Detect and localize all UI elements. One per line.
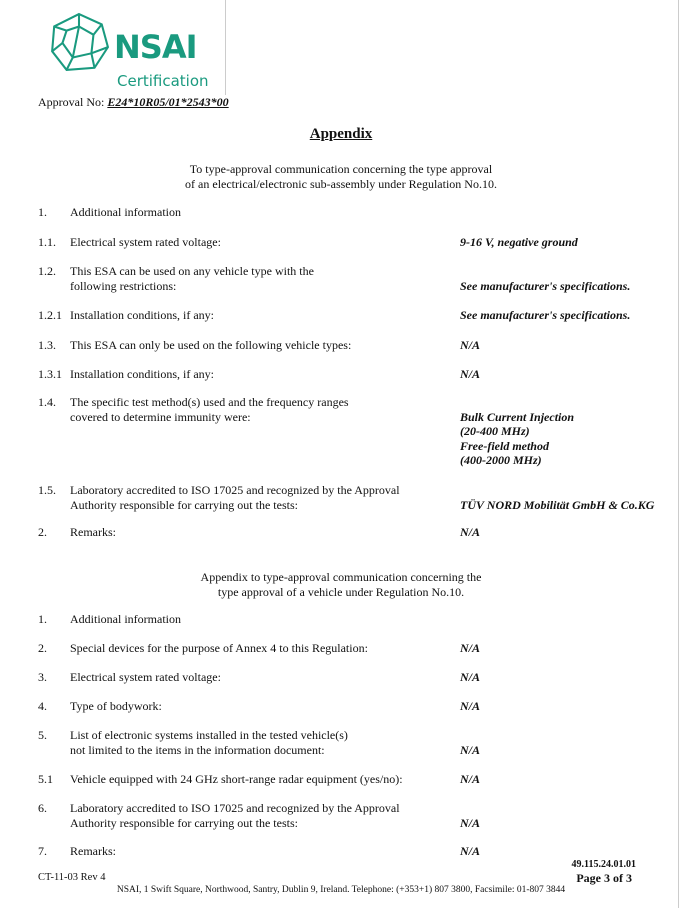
page-title: Appendix <box>309 126 373 142</box>
item-value: N/A <box>460 338 481 352</box>
item-label: Laboratory accredited to ISO 17025 and recognized by the Approval <box>70 801 400 815</box>
item-label: Additional information <box>70 205 181 219</box>
item-number: 7. <box>38 844 47 858</box>
approval-number: Approval No: E24*10R05/01*2543*00 <box>38 95 229 109</box>
item-number: 5. <box>38 728 47 742</box>
item-label: Remarks: <box>70 525 116 539</box>
item-number: 1.2.1 <box>38 308 62 322</box>
item-value: N/A <box>460 699 481 713</box>
item-label: Additional information <box>70 612 181 626</box>
item-number: 1. <box>38 205 47 219</box>
item-number: 1. <box>38 612 47 626</box>
item-value: N/A <box>460 367 481 381</box>
item-number: 1.3. <box>38 338 56 352</box>
item-label: Remarks: <box>70 844 116 858</box>
item-value: Free-field method <box>460 438 549 453</box>
item-number: 3. <box>38 670 47 684</box>
document-code: 49.115.24.01.01 <box>571 859 636 870</box>
item-label: Laboratory accredited to ISO 17025 and recognized by the Approval <box>70 483 400 497</box>
item-number: 1.1. <box>38 235 56 249</box>
item-number: 1.5. <box>38 483 56 497</box>
nsai-logo: NSAI Certification <box>48 12 208 92</box>
item-number: 1.2. <box>38 264 56 278</box>
item-value: See manufacturer's specifications. <box>460 308 631 322</box>
intro-line: To type-approval communication concerning the type approval <box>189 162 493 176</box>
item-value: N/A <box>460 742 481 757</box>
item-label: Authority responsible for carrying out the tests: <box>70 497 298 512</box>
item-number: 2. <box>38 525 47 539</box>
item-value: N/A <box>460 641 481 655</box>
item-value: (20-400 MHz) <box>460 424 530 439</box>
item-label: not limited to the items in the information document: <box>70 742 325 757</box>
item-label: Vehicle equipped with 24 GHz short-range radar equipment (yes/no): <box>70 772 403 786</box>
form-number: CT-11-03 Rev 4 <box>38 872 106 883</box>
item-label: Type of bodywork: <box>70 699 162 713</box>
item-number: 4. <box>38 699 47 713</box>
item-value: N/A <box>460 844 481 858</box>
item-label: following restrictions: <box>70 278 177 293</box>
item-label: The specific test method(s) used and the frequency ranges <box>70 395 349 409</box>
item-value: See manufacturer's specifications. <box>460 278 631 293</box>
footer-address: NSAI, 1 Swift Square, Northwood, Santry, Dublin 9, Ireland. Telephone: (+353+1) 807 3800, Facsimile: 01-807 3844 <box>116 885 566 895</box>
item-label: This ESA can only be used on the following vehicle types: <box>70 338 352 352</box>
item-value: N/A <box>460 772 481 786</box>
item-label: Authority responsible for carrying out the tests: <box>70 815 298 830</box>
item-number: 2. <box>38 641 47 655</box>
item-value: N/A <box>460 815 481 830</box>
item-label: List of electronic systems installed in the tested vehicle(s) <box>70 728 348 742</box>
divider <box>225 0 226 95</box>
item-value: Bulk Current Injection <box>460 409 575 424</box>
intro-line: of an electrical/electronic sub-assembly under Regulation No.10. <box>185 176 497 191</box>
item-label: Installation conditions, if any: <box>70 308 214 322</box>
item-number: 1.3.1 <box>38 367 62 381</box>
item-value: N/A <box>460 670 481 684</box>
item-number: 5.1 <box>38 772 53 786</box>
item-number: 1.4. <box>38 395 56 409</box>
dodecahedron-icon <box>48 12 110 74</box>
item-value: N/A <box>460 525 481 539</box>
intro-line: type approval of a vehicle under Regulation No.10. <box>217 584 465 599</box>
intro-line: Appendix to type-approval communication concerning the <box>200 570 482 584</box>
item-number: 6. <box>38 801 47 815</box>
item-value: (400-2000 MHz) <box>460 453 542 468</box>
item-label: Installation conditions, if any: <box>70 367 214 381</box>
item-value: TÜV NORD Mobilität GmbH & Co.KG <box>460 497 655 512</box>
item-value: 9-16 V, negative ground <box>460 235 578 249</box>
item-label: This ESA can be used on any vehicle type with the <box>70 264 314 278</box>
item-label: Electrical system rated voltage: <box>70 235 221 249</box>
page-number: Page 3 of 3 <box>576 871 632 885</box>
item-label: Special devices for the purpose of Annex 4 to this Regulation: <box>70 641 368 655</box>
item-label: covered to determine immunity were: <box>70 409 251 424</box>
item-label: Electrical system rated voltage: <box>70 670 221 684</box>
